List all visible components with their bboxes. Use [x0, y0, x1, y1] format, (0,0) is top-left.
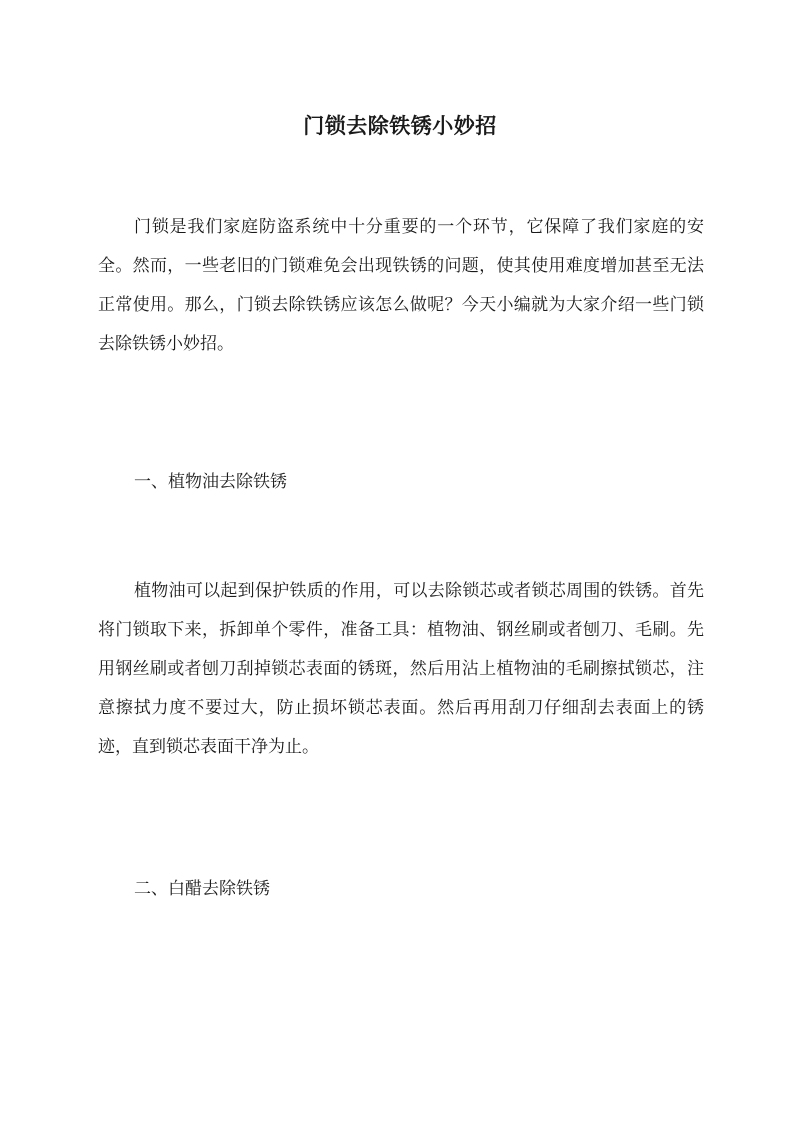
- section-body-vegetable-oil: 植物油可以起到保护铁质的作用，可以去除锁芯或者锁芯周围的铁锈。首先将门锁取下来，拆卸单个零件，准备工具：植物油、钢丝刷或者刨刀、毛刷。先用钢丝刷或者刨刀刮掉锁芯表面的锈斑，然后用沾上植物油的毛刷擦拭锁芯，注意擦拭力度不要过大，防止损坏锁芯表面。然后再用刮刀仔细刮去表面上的锈迹，直到锁芯表面干净为止。: [98, 581, 704, 757]
- intro-paragraph: 门锁是我们家庭防盗系统中十分重要的一个环节，它保障了我们家庭的安全。然而，一些老旧的门锁难免会出现铁锈的问题，使其使用难度增加甚至无法正常使用。那么，门锁去除铁锈应该怎么做呢？今天小编就为大家介绍一些门锁去除铁锈小妙招。: [98, 217, 704, 354]
- section-heading-white-vinegar: 二、白醋去除铁锈: [134, 879, 270, 899]
- document-title: 门锁去除铁锈小妙招: [303, 113, 497, 139]
- section-heading-vegetable-oil: 一、植物油去除铁锈: [134, 472, 287, 492]
